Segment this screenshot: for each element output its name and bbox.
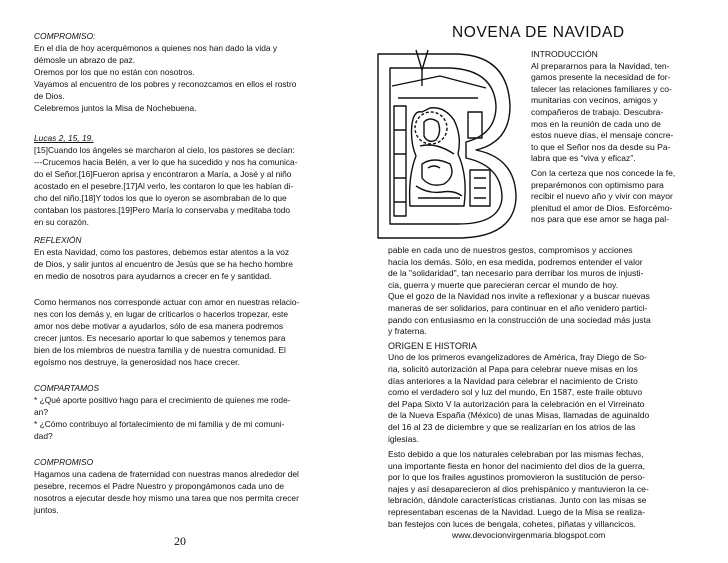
- text-line: ---Crucemos hacia Belén, a ver lo que ha sucedido y nos ha comunica-: [34, 157, 298, 167]
- text-line: amor nos debe motivar a ayudarlos, sólo de esa manera podremos: [34, 321, 284, 331]
- text-line: Uno de los primeros evangelizadores de América, fray Diego de So-: [388, 352, 647, 363]
- reflexion-heading: REFLEXIÓN: [34, 235, 82, 245]
- text-line: maneras de ser solidarios, para continuar en el año venidero partici-: [388, 302, 648, 313]
- text-line: Esto debido a que los naturales celebraban por las mismas fechas,: [388, 449, 644, 460]
- text-line: contaban los pastores.[19]Pero María lo conservaba y meditaba todo: [34, 205, 291, 215]
- text-line: * ¿Qué aporte positivo hago para el crecimiento de quienes me rode-: [34, 395, 291, 405]
- text-line: en medio de nosotros para ayudarnos a crecer en fe y santidad.: [34, 271, 272, 281]
- text-line: de Dios, y salir juntos al encuentro de Jesús que se ha hecho hombre: [34, 259, 293, 269]
- text-line: Como hermanos nos corresponde actuar con amor en nuestras relacio-: [34, 297, 300, 307]
- text-line: Celebremos juntos la Misa de Nochebuena.: [34, 103, 197, 113]
- compromiso2-heading: COMPROMISO: [34, 457, 94, 467]
- text-line: cia, guerra y muerte que parecieran cercar el mundo de hoy.: [388, 279, 619, 290]
- text-line: démosle un abrazo de paz.: [34, 55, 136, 65]
- text-line: Vayamos al encuentro de los pobres y reconozcamos en ellos el rostro: [34, 79, 297, 89]
- text-line: en su corazón.: [34, 217, 89, 227]
- intro-column: [531, 49, 701, 226]
- lucas-heading: Lucas 2, 15, 19.: [34, 133, 94, 143]
- text-line: mos en la reunión de cada uno de: [531, 118, 661, 129]
- text-line: de la "solidaridad", tan necesario para derribar los muros de injusti-: [388, 268, 644, 279]
- text-line: hacia los demás. Sólo, en esa medida, podremos entender el valor: [388, 256, 643, 267]
- text-line: to que el Señor nos da desde su Pa-: [531, 141, 671, 152]
- text-line: dad?: [34, 431, 53, 441]
- text-line: una importante fiesta en honor del nacimiento del dios de la guerra,: [388, 460, 646, 471]
- text-line: Que el gozo de la Navidad nos invite a reflexionar y a buscar nuevas: [388, 291, 650, 302]
- text-line: egoísmo nos destruye, la generosidad nos hace crecer.: [34, 357, 240, 367]
- text-line: preparémonos con optimismo para: [531, 179, 664, 190]
- text-line: pando con entusiasmo en la construcción de una sociedad más justa: [388, 314, 651, 325]
- text-line: bien de los miembros de nuestra familia y de nuestra comunidad. El: [34, 345, 286, 355]
- text-line: do el Señor.[16]Fueron aprisa y encontraron a María, a José y al niño: [34, 169, 292, 179]
- text-line: Hagamos una cadena de fraternidad con nuestras manos alrededor del: [34, 469, 299, 479]
- text-line: pesebre, recemos el Padre Nuestro y propongámonos cada uno de: [34, 481, 285, 491]
- text-line: días anteriores a la Navidad para celebrar el nacimiento de Cristo: [388, 375, 638, 386]
- text-line: de la Nueva España (México) de unas Misas, llamadas de aguinaldo: [388, 410, 650, 421]
- text-line: En el día de hoy acerquémonos a quienes nos han dado la vida y: [34, 43, 278, 53]
- text-line: juntos.: [34, 505, 59, 515]
- text-line: por lo que los frailes agustinos promovieron la sustitución de perso-: [388, 472, 645, 483]
- text-line: munitarias con vecinos, amigos y: [531, 95, 658, 106]
- text-line: [15]Cuando los ángeles se marcharon al cielo, los pastores se decían:: [34, 145, 295, 155]
- origen-heading: ORIGEN E HISTORIA: [388, 340, 477, 351]
- text-line: nes con los demás y, en lugar de criticarlos o hacerlos tropezar, este: [34, 309, 289, 319]
- text-line: najes y así desaparecieron al dios prehispánico y mantuvieron la ce-: [388, 483, 649, 494]
- text-line: nos para que ese amor se haga pal-: [531, 214, 670, 225]
- text-line: plenitud el amor de Dios. Esforcémo-: [531, 202, 673, 213]
- text-line: crecer juntos. Es necesario aportar lo que sabemos y tenemos para: [34, 333, 286, 343]
- text-line: cho del niño.[18]Y todos los que lo oyeron se asombraban de lo que: [34, 193, 287, 203]
- page-title: NOVENA DE NAVIDAD: [452, 24, 625, 41]
- website-url: www.devocionvirgenmaria.blogspot.com: [452, 530, 606, 540]
- text-line: an?: [34, 407, 48, 417]
- right-body-column: [388, 245, 701, 530]
- page-number: 20: [174, 534, 186, 548]
- text-line: nosotros a ejecutar desde hoy mismo una tarea que nos permita crecer: [34, 493, 299, 503]
- text-line: lebración, dándole características cristianas. Junto con las misas se: [388, 495, 647, 506]
- text-line: En esta Navidad, como los pastores, debemos estar atentos a la voz: [34, 247, 290, 257]
- text-line: * ¿Cómo contribuyo al fortalecimiento de mi familia y de mi comuni-: [34, 419, 285, 429]
- text-line: gamos presente la necesidad de for-: [531, 72, 671, 83]
- text-line: ban festejos con luces de bengala, cohetes, piñatas y villancicos.: [388, 518, 636, 529]
- text-line: representaban escenas de la Navidad. Luego de la Misa se realiza-: [388, 507, 646, 518]
- intro-heading: INTRODUCCIÓN: [531, 49, 598, 59]
- text-line: talecer las relaciones familiares y co-: [531, 83, 672, 94]
- text-line: del 16 al 23 de diciembre y que se realizarían en los atrios de las: [388, 421, 636, 432]
- text-line: acostado en el pesebre.[17]Al verlo, les contaron lo que les habían di-: [34, 181, 294, 191]
- text-line: y fraterna.: [388, 326, 427, 337]
- text-line: estos nueve días, el mensaje concre-: [531, 130, 674, 141]
- text-line: como el verdadero sol y luz del mundo, En 1587, este fraile obtuvo: [388, 387, 643, 398]
- text-line: recibir el nuevo año y vivir con mayor: [531, 191, 673, 202]
- text-line: Con la certeza que nos concede la fe,: [531, 167, 676, 178]
- text-line: labra que es “viva y eficaz”.: [531, 153, 636, 164]
- left-page-column: [34, 30, 332, 516]
- text-line: Oremos por los que no están con nosotros.: [34, 67, 195, 77]
- compartamos-heading: COMPARTAMOS: [34, 383, 100, 393]
- compromiso-heading: COMPROMISO:: [34, 31, 96, 41]
- text-line: Al prepararnos para la Navidad, ten-: [531, 60, 670, 71]
- text-line: del Papa Sixto V la autorización para la celebración en el Virreinato: [388, 398, 645, 409]
- text-line: pable en cada uno de nuestros gestos, compromisos y acciones: [388, 245, 633, 255]
- text-line: ria, solicitó autorización al Papa para celebrar nueve misas en los: [388, 363, 638, 374]
- nativity-illustration: [358, 46, 524, 242]
- text-line: iglesias.: [388, 433, 420, 444]
- text-line: de Dios.: [34, 91, 65, 101]
- text-line: compañeros de trabajo. Descubra-: [531, 106, 664, 117]
